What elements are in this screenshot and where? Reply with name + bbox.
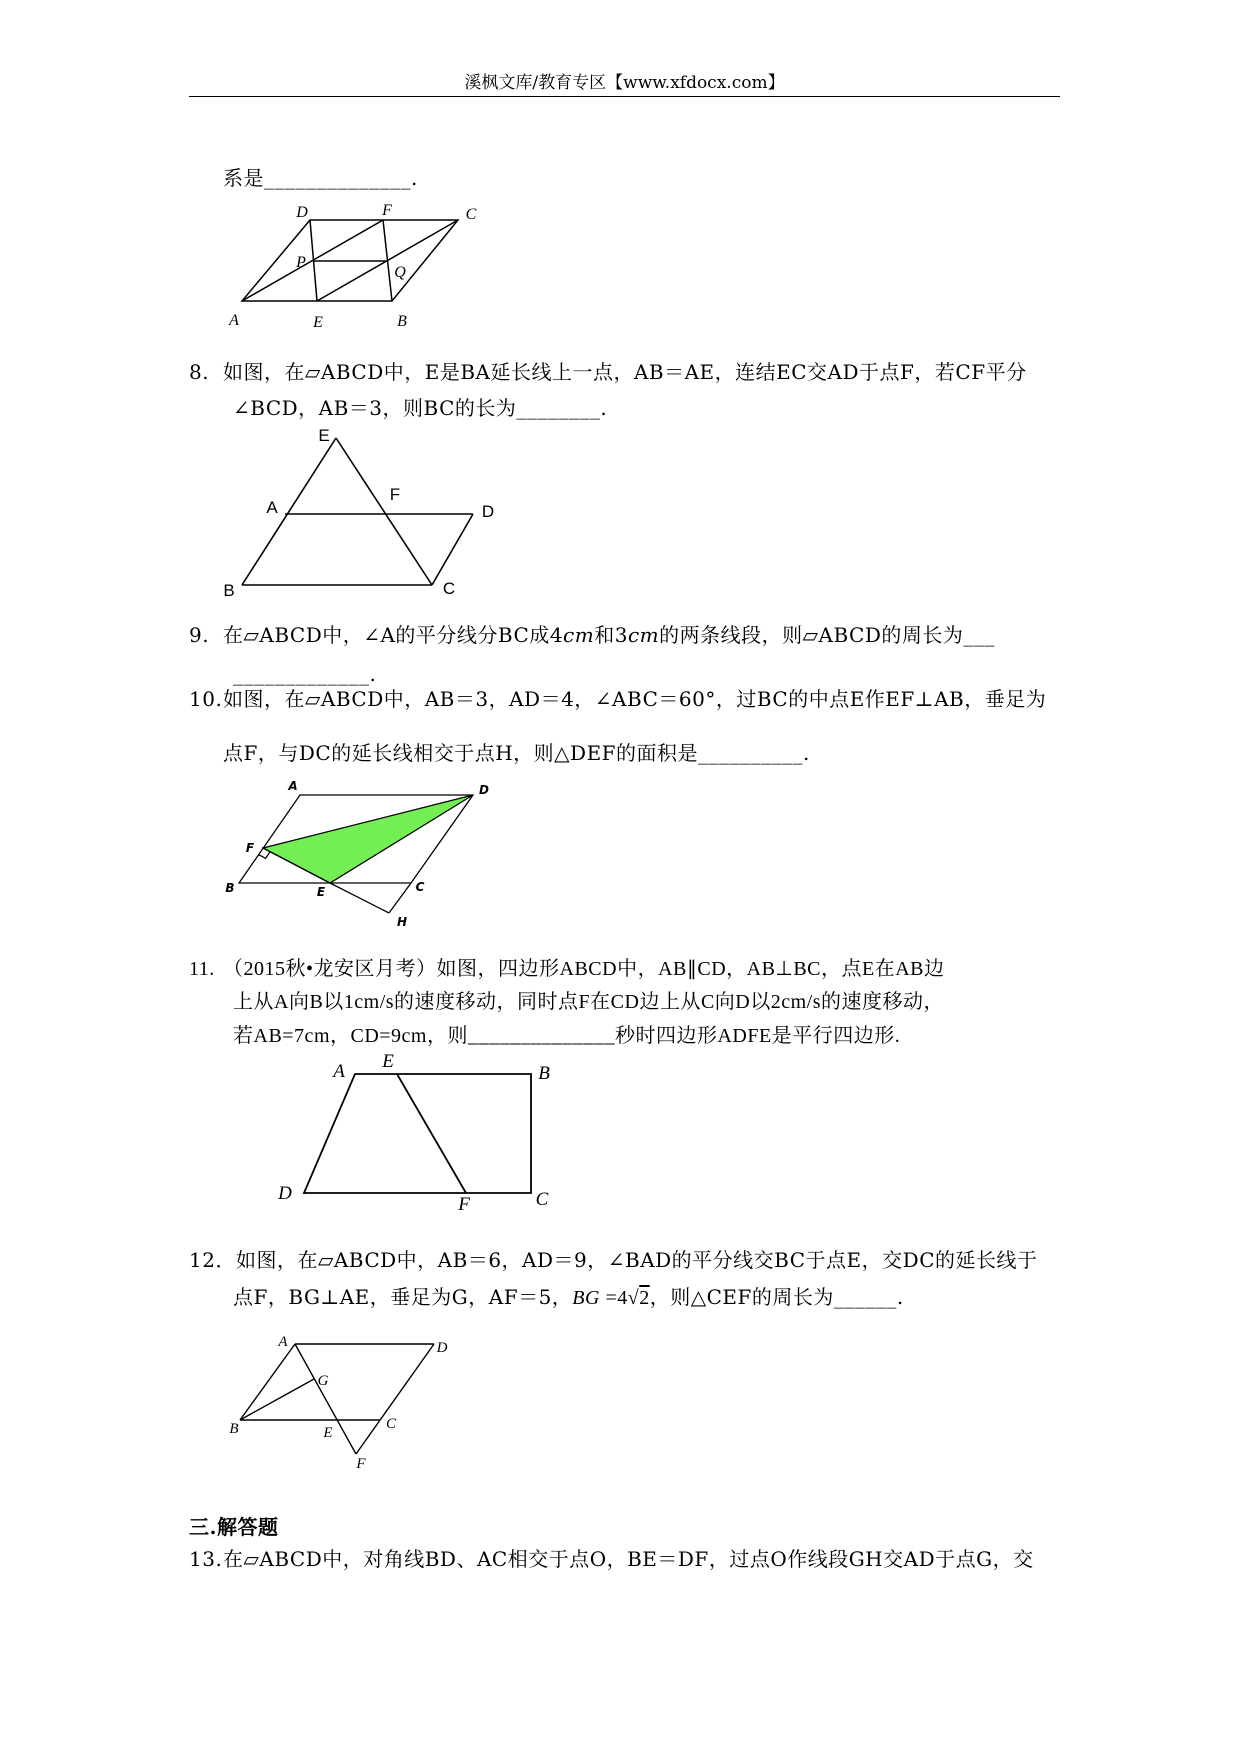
q10-text-2: 点F，与DC的延长线相交于点H，则△DEF的面积是__________.: [223, 741, 810, 765]
q11-line-1: [189, 957, 945, 981]
point-label-e: E: [382, 1051, 394, 1072]
figure-q10: [220, 775, 510, 935]
point-label-a: A: [288, 779, 298, 793]
segment-ch: [389, 883, 411, 913]
point-label-d: D: [479, 783, 489, 797]
segment-eb: [242, 438, 336, 585]
segment-ab: [240, 1344, 295, 1420]
point-label-f: F: [458, 1194, 470, 1215]
point-label-g: G: [317, 1373, 329, 1389]
q12-formula-radical: √: [627, 1287, 640, 1309]
q11-line-2: [233, 990, 944, 1014]
q9-line-2: [233, 662, 376, 686]
q10-number: 10.: [189, 687, 223, 711]
q8-text-1: 如图，在▱ABCD中，E是BA延长线上一点，AB＝AE，连结EC交AD于点F，若CF平分: [223, 360, 1027, 384]
point-label-c: C: [442, 579, 456, 598]
point-label-f: F: [356, 1456, 366, 1472]
q11-number: 11.: [189, 958, 215, 980]
q12-text-1: 如图，在▱ABCD中，AB＝6，AD＝9，∠BAD的平分线交BC于点E，交DC的延长线于: [235, 1248, 1038, 1272]
q12-text-2b: ，则△CEF的周长为______.: [649, 1285, 904, 1309]
q12-line-1: [189, 1248, 1038, 1272]
point-label-f: F: [245, 841, 255, 855]
point-label-h: H: [396, 915, 408, 929]
point-label-e: E: [316, 885, 326, 899]
figure-q7-labels: [228, 202, 477, 331]
point-label-b: B: [223, 581, 235, 600]
point-label-a: A: [229, 312, 239, 329]
point-label-b: B: [229, 1421, 239, 1437]
page-header-title: 溪枫文库/教育专区【www.xfdocx.com】: [464, 73, 785, 93]
point-label-d: D: [481, 502, 495, 521]
point-label-c: C: [415, 880, 425, 894]
point-label-a: A: [278, 1334, 288, 1350]
figure-q7: [220, 195, 500, 335]
q8-text-2: ∠BCD，AB＝3，则BC的长为________.: [233, 396, 608, 420]
q8-number: 8.: [189, 360, 210, 384]
point-label-b: B: [397, 313, 407, 330]
q9-text-b: 的两条线段，则▱ABCD的周长为___: [659, 623, 995, 647]
q9-answer-blank: _____________.: [233, 662, 377, 686]
figure-q11-labels: [277, 1051, 550, 1215]
q11-text-1: （2015秋•龙安区月考）如图，四边形ABCD中，AB∥CD，AB⊥BC，点E在AB边: [223, 958, 945, 980]
figure-q12: [220, 1325, 470, 1475]
q13-text-1: 在▱ABCD中，对角线BD、AC相交于点O，BE＝DF，过点O作线段GH交AD于点G，交: [223, 1547, 1034, 1571]
segment-dc: [432, 514, 473, 585]
q11-text-2: 上从A向B以1cm/s的速度移动，同时点F在CD边上从C向D以2cm/s的速度移动，: [233, 991, 945, 1013]
q13-line-1: [189, 1547, 1034, 1571]
q10-line-2: [223, 741, 810, 765]
q9-unit-1: cm: [563, 623, 595, 647]
q12-formula-lhs: BG: [572, 1287, 600, 1309]
figure-q12-labels: [229, 1334, 447, 1472]
q9-unit-2: cm: [627, 623, 660, 647]
figure-q7-lines: [242, 220, 458, 301]
section-heading-text: 三.解答题: [189, 1515, 279, 1539]
point-label-a: A: [333, 1061, 345, 1082]
q13-number: 13.: [189, 1547, 223, 1571]
q9-line-1: [189, 623, 995, 647]
point-label-b: B: [225, 881, 235, 895]
point-label-f: F: [382, 202, 392, 219]
page-header: [189, 70, 1060, 97]
point-label-f: F: [389, 485, 401, 504]
point-label-d: D: [296, 204, 308, 221]
point-label-c: C: [465, 206, 477, 223]
section-heading: [189, 1515, 278, 1539]
point-label-c: C: [535, 1189, 549, 1210]
q10-line-1: [189, 687, 1046, 711]
point-label-a: A: [266, 498, 278, 517]
q10-text-1: 如图，在▱ABCD中，AB＝3，AD＝4，∠ABC＝60°，过BC的中点E作EF⊥AB，垂足为: [223, 687, 1047, 711]
q9-text-a: 在▱ABCD中，∠A的平分线分BC成: [223, 623, 550, 647]
q11-text-3: 若AB=7cm，CD=9cm，则______________秒时四边形ADFE是平行四边形.: [233, 1025, 901, 1047]
quadrilateral-abcd: [304, 1074, 531, 1193]
q9-number: 9.: [189, 623, 210, 647]
q7-tail-line: [223, 166, 418, 190]
point-label-e: E: [318, 426, 330, 445]
point-label-p: P: [296, 254, 306, 271]
q9-text-mid: 和: [594, 623, 615, 647]
figure-q8: [215, 420, 505, 600]
q12-text-2a: 点F，BG⊥AE，垂足为G，AF＝5，: [233, 1285, 573, 1309]
q8-line-1: [189, 360, 1027, 384]
segment-ec: [336, 438, 432, 585]
segment-ef: [397, 1074, 466, 1193]
point-label-b: B: [538, 1063, 550, 1084]
point-label-q: Q: [394, 264, 406, 281]
q12-line-2: [233, 1285, 904, 1310]
q7-tail-text: 系是______________.: [223, 166, 418, 190]
q9-length-2: 3: [614, 623, 628, 647]
segment-bg: [240, 1379, 314, 1420]
figure-q8-labels: [223, 426, 494, 600]
point-label-d: D: [436, 1340, 448, 1356]
point-label-e: E: [313, 314, 323, 331]
point-label-d: D: [278, 1183, 292, 1204]
q11-line-3: [233, 1024, 900, 1048]
figure-q11: [270, 1050, 560, 1220]
q12-formula-rhs: =4: [599, 1287, 628, 1309]
q8-line-2: [233, 396, 607, 420]
point-label-e: E: [323, 1425, 333, 1441]
q12-number: 12．: [189, 1248, 236, 1272]
point-label-c: C: [385, 1416, 397, 1432]
segment-df: [356, 1344, 434, 1454]
figure-q11-lines: [304, 1074, 531, 1193]
q12-formula-radicand: 2: [639, 1287, 650, 1309]
figure-q12-lines: [240, 1344, 434, 1454]
q9-length-1: 4: [549, 623, 564, 647]
